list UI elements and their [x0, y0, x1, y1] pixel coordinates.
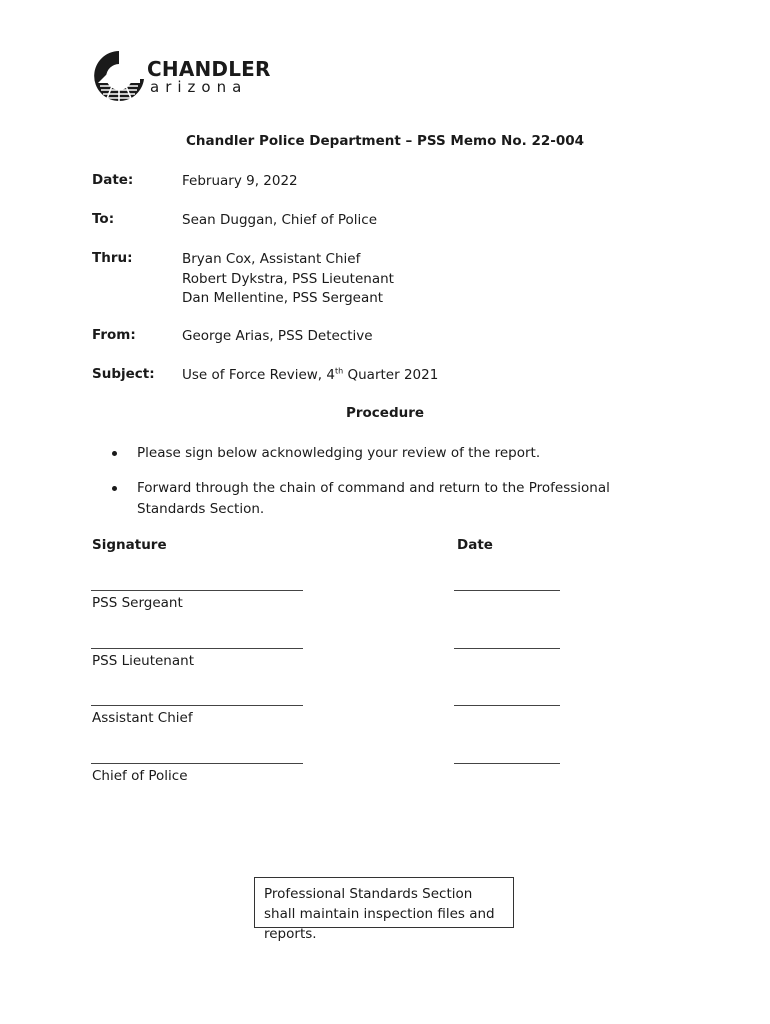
date-line	[454, 705, 560, 706]
signature-header: Signature	[92, 537, 167, 553]
date-label: Date:	[92, 172, 134, 188]
list-item	[110, 443, 680, 464]
date-line	[454, 648, 560, 649]
from-label: From:	[92, 327, 136, 343]
signature-line	[91, 648, 303, 649]
signer-role: Assistant Chief	[92, 710, 193, 726]
subject-value	[182, 366, 438, 386]
date-line	[454, 590, 560, 591]
from-value: George Arias, PSS Detective	[182, 328, 373, 344]
signer-role: PSS Lieutenant	[92, 653, 194, 669]
to-label: To:	[92, 211, 115, 227]
logo-subtitle: arizona	[150, 78, 248, 96]
subject-text-suffix: Quarter 2021	[343, 367, 439, 383]
memo-title: Chandler Police Department – PSS Memo No. 22-004	[185, 133, 585, 149]
list-item-text: Forward through the chain of command and return to the Professional Standards Section.	[137, 480, 610, 517]
to-value: Sean Duggan, Chief of Police	[182, 212, 378, 228]
subject-text: Use of Force Review, 4	[182, 367, 335, 383]
date-line	[454, 763, 560, 764]
signer-role: PSS Sergeant	[92, 595, 183, 611]
logo-wordmark: CHANDLER	[147, 57, 271, 81]
procedure-list	[110, 443, 680, 534]
chandler-logo	[92, 49, 271, 105]
thru-label: Thru:	[92, 250, 133, 266]
thru-value: Robert Dykstra, PSS Lieutenant	[182, 270, 394, 287]
date-header: Date	[457, 537, 493, 553]
thru-value: Dan Mellentine, PSS Sergeant	[182, 290, 384, 306]
chandler-seal-icon	[92, 49, 146, 105]
procedure-heading: Procedure	[345, 405, 425, 421]
subject-superscript: th	[334, 366, 344, 376]
signer-role: Chief of Police	[92, 768, 188, 784]
signature-line	[91, 590, 303, 591]
bullet-icon	[112, 486, 117, 491]
thru-value: Bryan Cox, Assistant Chief	[182, 251, 361, 267]
note-box: Professional Standards Section shall maintain inspection files and reports.	[254, 877, 514, 928]
thru-values	[182, 250, 394, 309]
signature-line	[91, 705, 303, 706]
list-item-text: Please sign below acknowledging your review of the report.	[137, 445, 541, 461]
signature-line	[91, 763, 303, 764]
bullet-icon	[112, 451, 117, 456]
subject-label: Subject:	[92, 366, 155, 382]
date-value: February 9, 2022	[182, 173, 298, 189]
list-item	[110, 478, 680, 520]
